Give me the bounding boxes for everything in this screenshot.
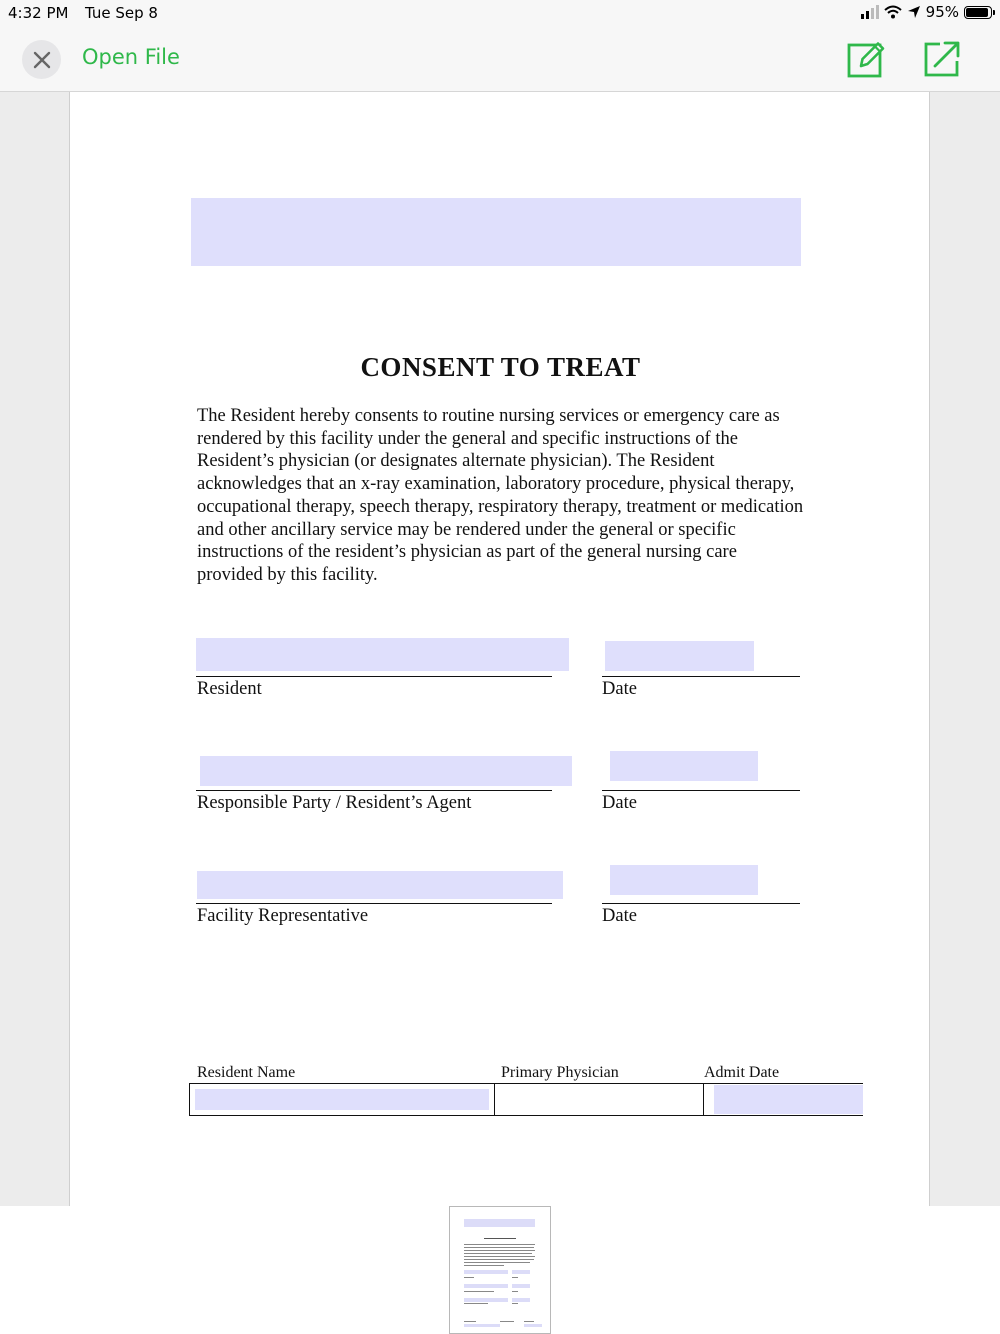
- status-bar: [0, 0, 1000, 26]
- location-icon: [907, 5, 921, 19]
- battery-icon: [964, 6, 992, 19]
- responsible-party-date-label: Date: [602, 793, 637, 813]
- document-title: CONSENT TO TREAT: [360, 352, 641, 382]
- facility-representative-line: [196, 903, 552, 904]
- resident-date-line: [602, 676, 800, 677]
- admit-date-field[interactable]: [714, 1085, 863, 1114]
- facility-representative-date-field[interactable]: [610, 865, 758, 895]
- toolbar: [0, 26, 1000, 92]
- resident-label: Resident: [197, 679, 262, 699]
- open-file-link[interactable]: Open File: [82, 45, 180, 69]
- document-page: [69, 92, 930, 1206]
- primary-physician-header: Primary Physician: [501, 1064, 619, 1081]
- status-date: Tue Sep 8: [85, 4, 158, 22]
- resident-name-header: Resident Name: [197, 1064, 296, 1081]
- responsible-party-field[interactable]: [200, 756, 572, 786]
- status-time: 4:32 PM: [8, 4, 69, 22]
- close-button[interactable]: [22, 40, 61, 79]
- facility-representative-date-label: Date: [602, 906, 637, 926]
- share-icon[interactable]: [922, 39, 962, 79]
- close-icon: [33, 51, 51, 69]
- wifi-icon: [884, 5, 902, 19]
- resident-signature-line: [196, 676, 552, 677]
- responsible-party-date-line: [602, 790, 800, 791]
- responsible-party-date-field[interactable]: [610, 751, 758, 781]
- facility-representative-field[interactable]: [197, 871, 563, 899]
- responsible-party-label: Responsible Party / Resident’s Agent: [197, 793, 472, 813]
- primary-physician-cell[interactable]: [494, 1083, 704, 1116]
- battery-percent: 95%: [925, 3, 959, 21]
- facility-representative-label: Facility Representative: [197, 906, 369, 926]
- document-body: The Resident hereby consents to routine nursing services or emergency care as rendered by this facility under the general and specific instructions of the Resident’s physician (or designates alternate physician). The Resident acknowledges that an x-ray examination, laboratory procedure, physical therapy, occupational therapy, speech therapy, respiratory therapy, treatment or medication and other ancillary service may be rendered under the general or specific instructions of the resident’s physician as part of the general nursing care provided by this facility.: [197, 406, 804, 585]
- status-right: [861, 3, 992, 21]
- header-field[interactable]: [191, 198, 801, 266]
- resident-date-label: Date: [602, 679, 637, 699]
- resident-name-field[interactable]: [195, 1089, 489, 1110]
- page-thumbnail[interactable]: [449, 1206, 551, 1334]
- admit-date-header: Admit Date: [704, 1064, 780, 1081]
- resident-date-field[interactable]: [605, 641, 754, 671]
- responsible-party-line: [196, 790, 552, 791]
- edit-icon[interactable]: [846, 39, 886, 79]
- signal-icon: [861, 5, 879, 19]
- thumbnail-strip: [0, 1206, 1000, 1334]
- document-viewer[interactable]: [0, 92, 1000, 1206]
- resident-signature-field[interactable]: [196, 638, 569, 671]
- facility-representative-date-line: [602, 903, 800, 904]
